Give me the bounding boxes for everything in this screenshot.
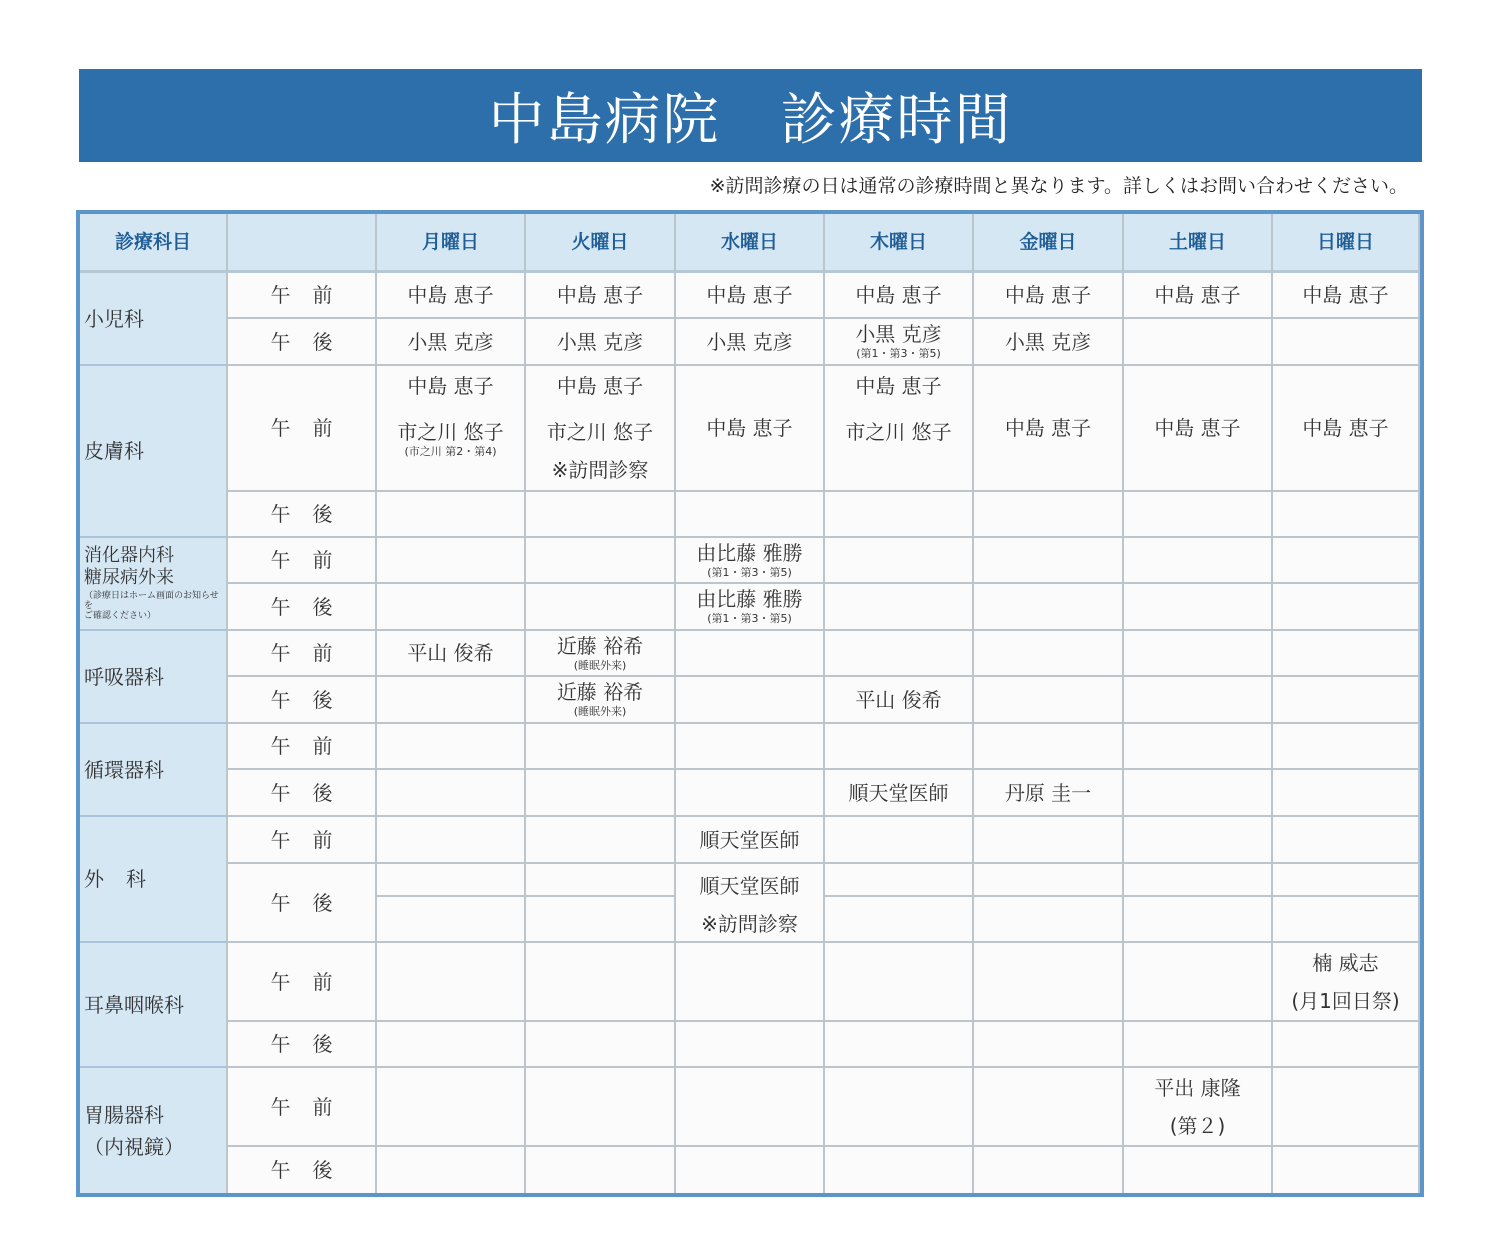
cell-doctor: 平山 俊希 [377,631,526,677]
cell-empty [526,538,676,584]
time-am: 午 前 [228,273,377,319]
cell-empty [526,897,676,943]
time-pm: 午 後 [228,1022,377,1068]
cell-empty [825,724,974,770]
cell-empty [526,864,676,897]
cell-doctor: 中島 恵子 市之川 悠子 [825,366,974,492]
cell-doctor: 中島 恵子 [974,366,1124,492]
cell-empty [526,1022,676,1068]
cell-doctor: 由比藤 雅勝 (第1・第3・第5) [676,538,825,584]
cell-empty [676,1068,825,1147]
cell-doctor: 小黒 克彦 [526,319,676,366]
cell-doctor: 楠 威志 (月1回日祭) [1273,943,1420,1022]
cell-empty [974,724,1124,770]
cell-empty [974,492,1124,538]
cell-empty [825,538,974,584]
cell-doctor: 中島 恵子 [825,273,974,319]
cell-doctor: 近藤 裕希 (睡眠外来) [526,677,676,724]
cell-doctor: 小黒 克彦 [377,319,526,366]
cell-empty [1273,1147,1420,1193]
cell-empty [676,1147,825,1193]
cell-empty [825,1068,974,1147]
cell-empty [377,538,526,584]
cell-empty [1273,864,1420,897]
cell-empty [825,943,974,1022]
cell-empty [377,897,526,943]
cell-empty [377,724,526,770]
cell-empty [825,897,974,943]
dept-respiratory: 呼吸器科 [80,631,228,724]
cell-empty [1273,770,1420,817]
cell-empty [377,1022,526,1068]
cell-empty [1124,492,1273,538]
cell-empty [1273,584,1420,631]
header-dept: 診療科目 [80,214,228,273]
time-am: 午 前 [228,817,377,864]
cell-empty [1124,770,1273,817]
hospital-name: 中島病院 [488,87,721,153]
cell-doctor: 中島 恵子 [377,273,526,319]
cell-doctor: 中島 恵子 [1273,366,1420,492]
cell-empty [377,1068,526,1147]
cell-empty [377,864,526,897]
cell-empty [1273,631,1420,677]
cell-empty [974,817,1124,864]
cell-empty [825,817,974,864]
cell-empty [526,817,676,864]
cell-empty [676,1022,825,1068]
cell-doctor: 順天堂医師 ※訪問診察 [676,864,825,943]
cell-empty [676,492,825,538]
header-wednesday: 水曜日 [676,214,825,273]
cell-empty [526,724,676,770]
time-am: 午 前 [228,538,377,584]
cell-doctor: 中島 恵子 [1273,273,1420,319]
header-friday: 金曜日 [974,214,1124,273]
time-pm: 午 後 [228,492,377,538]
cell-empty [1273,817,1420,864]
cell-empty [1273,492,1420,538]
header-time [228,214,377,273]
cell-empty [526,1068,676,1147]
time-am: 午 前 [228,1068,377,1147]
time-pm: 午 後 [228,319,377,366]
cell-empty [1273,724,1420,770]
cell-empty [377,677,526,724]
cell-doctor: 小黒 克彦 [974,319,1124,366]
cell-empty [1273,1022,1420,1068]
cell-doctor: 中島 恵子 市之川 悠子 ※訪問診察 [526,366,676,492]
cell-empty [974,677,1124,724]
visit-notice: ※訪問診療の日は通常の診療時間と異なります。詳しくはお問い合わせください。 [709,175,1408,197]
cell-empty [825,864,974,897]
time-pm: 午 後 [228,584,377,631]
header-tuesday: 火曜日 [526,214,676,273]
cell-empty [974,631,1124,677]
cell-empty [1124,864,1273,897]
dept-surgery: 外 科 [80,817,228,943]
cell-empty [1124,584,1273,631]
cell-doctor: 順天堂医師 [825,770,974,817]
cell-doctor: 近藤 裕希 (睡眠外来) [526,631,676,677]
cell-empty [974,1068,1124,1147]
cell-empty [676,631,825,677]
dept-pediatrics: 小児科 [80,273,228,366]
cell-empty [377,817,526,864]
cell-empty [377,492,526,538]
cell-empty [676,943,825,1022]
cell-empty [1124,897,1273,943]
cell-empty [676,724,825,770]
cell-doctor: 中島 恵子 [1124,273,1273,319]
dept-cardiology: 循環器科 [80,724,228,817]
cell-empty [974,943,1124,1022]
cell-empty [676,770,825,817]
header-sunday: 日曜日 [1273,214,1420,273]
dept-gastroenterology: 胃腸器科 （内視鏡） [80,1068,228,1193]
cell-doctor: 中島 恵子 市之川 悠子 (市之川 第2・第4) [377,366,526,492]
page-title: 診療時間 [780,87,1013,153]
cell-doctor: 平山 俊希 [825,677,974,724]
cell-empty [974,897,1124,943]
cell-empty [526,584,676,631]
time-am: 午 前 [228,366,377,492]
cell-empty [1273,897,1420,943]
cell-empty [1124,817,1273,864]
cell-empty [1124,1147,1273,1193]
header-thursday: 木曜日 [825,214,974,273]
cell-empty [825,1022,974,1068]
time-am: 午 前 [228,631,377,677]
cell-empty [526,943,676,1022]
cell-doctor: 中島 恵子 [974,273,1124,319]
cell-empty [526,1147,676,1193]
time-am: 午 前 [228,943,377,1022]
cell-empty [974,1147,1124,1193]
cell-empty [1124,724,1273,770]
dept-gastro-diabetes: 消化器内科 糖尿病外来 （診療日はホーム画面のお知らせを ご確認ください） [80,538,228,631]
cell-empty [1273,319,1420,366]
cell-empty [1273,677,1420,724]
schedule-table [76,210,1424,1197]
cell-empty [377,584,526,631]
cell-empty [377,770,526,817]
cell-empty [825,631,974,677]
cell-empty [377,943,526,1022]
title-banner [79,69,1422,162]
cell-empty [1124,631,1273,677]
header-saturday: 土曜日 [1124,214,1273,273]
cell-doctor: 順天堂医師 [676,817,825,864]
cell-doctor: 平出 康隆 (第２) [1124,1068,1273,1147]
cell-empty [825,584,974,631]
time-pm: 午 後 [228,1147,377,1193]
cell-doctor: 中島 恵子 [676,366,825,492]
cell-empty [377,1147,526,1193]
time-pm: 午 後 [228,770,377,817]
cell-empty [1124,943,1273,1022]
cell-empty [974,538,1124,584]
cell-doctor: 中島 恵子 [1124,366,1273,492]
time-pm: 午 後 [228,677,377,724]
cell-empty [676,677,825,724]
header-monday: 月曜日 [377,214,526,273]
cell-empty [974,1022,1124,1068]
cell-empty [1273,538,1420,584]
cell-empty [974,584,1124,631]
cell-empty [1124,1022,1273,1068]
time-pm: 午 後 [228,864,377,943]
cell-empty [1124,538,1273,584]
cell-empty [1273,1068,1420,1147]
cell-doctor: 小黒 克彦 (第1・第3・第5) [825,319,974,366]
cell-doctor: 丹原 圭一 [974,770,1124,817]
cell-doctor: 中島 恵子 [676,273,825,319]
cell-empty [825,1147,974,1193]
dept-ent: 耳鼻咽喉科 [80,943,228,1068]
cell-doctor: 由比藤 雅勝 (第1・第3・第5) [676,584,825,631]
time-am: 午 前 [228,724,377,770]
cell-doctor: 中島 恵子 [526,273,676,319]
cell-empty [1124,677,1273,724]
cell-empty [1124,319,1273,366]
cell-empty [526,770,676,817]
cell-doctor: 小黒 克彦 [676,319,825,366]
cell-empty [526,492,676,538]
cell-empty [974,864,1124,897]
dept-dermatology: 皮膚科 [80,366,228,538]
cell-empty [825,492,974,538]
